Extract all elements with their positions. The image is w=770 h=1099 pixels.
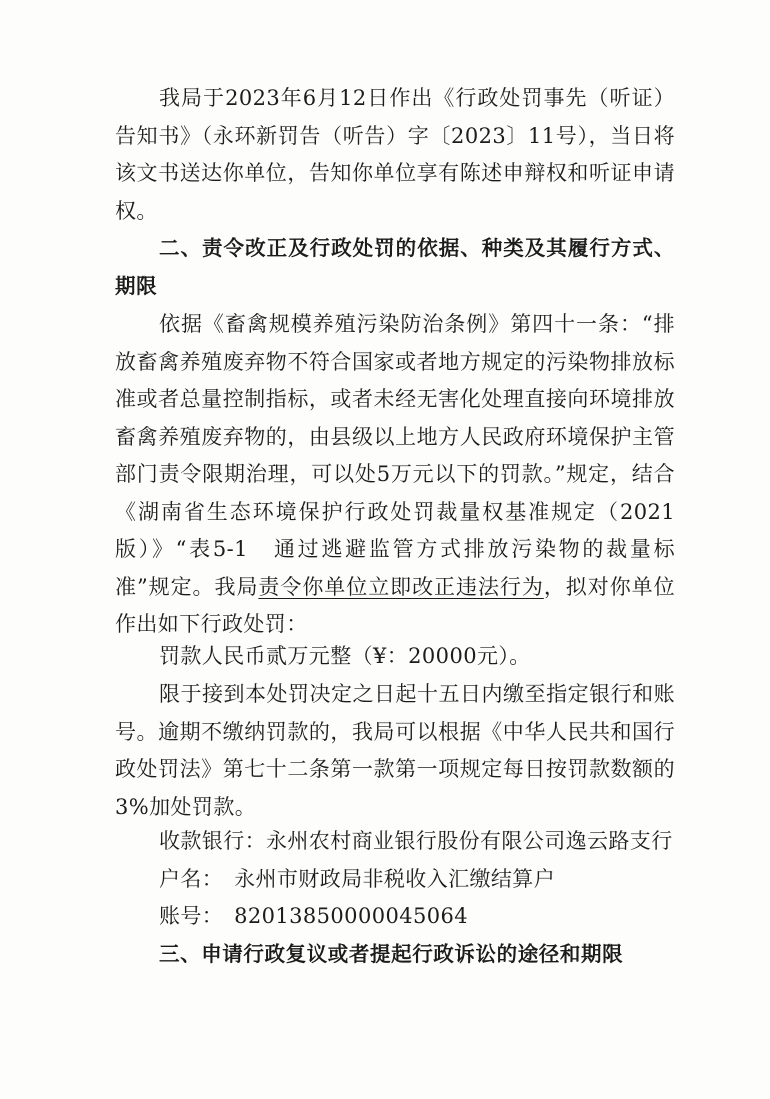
section-three-heading: 三、申请行政复议或者提起行政诉讼的途径和期限 (159, 942, 624, 966)
correction-order-underlined: 责令你单位立即改正违法行为 (258, 574, 544, 599)
basis-paragraph (115, 306, 675, 644)
payment-deadline-paragraph: 限于接到本处罚决定之日起十五日内缴至指定银行和账号。逾期不缴纳罚款的，我局可以根据《中华人民共和国行政处罚法》第七十二条第一款第一项规定每日按罚款数额的3%加处罚款。 (115, 682, 675, 819)
receiving-bank-line: 收款银行：永州农村商业银行股份有限公司逸云路支行 (159, 829, 673, 853)
account-name-line: 户名： 永州市财政局非税收入汇缴结算户 (159, 867, 556, 891)
basis-text-end: ，拟对你单位作出如下行政处罚： (115, 574, 675, 636)
notice-paragraph: 我局于2023年6月12日作出《行政处罚事先（听证）告知书》（永环新罚告（听告）字〔2023〕11号），当日将该文书送达你单位，告知你单位享有陈述申辩权和听证申请权。 (115, 86, 675, 223)
section-two-heading: 二、责令改正及行政处罚的依据、种类及其履行方式、期限 (115, 236, 675, 298)
penalty-amount-line: 罚款人民币贰万元整（¥：20000元）。 (159, 644, 531, 668)
basis-text-start: 依据《畜禽规模养殖污染防治条例》第四十一条：“排放畜禽养殖废弃物不符合国家或者地方规定的污染物排放标准或者总量控制指标，或者未经无害化处理直接向环境排放畜禽养殖废弃物的，由县级以上地方人民政府环境保护主管部门责令限期治理，可以处5万元以下的罚款。”规定，结合《湖南省生态环境保护行政处罚裁量权基准规定（2021版）》“表5-1 通过逃避监管方式排放污染物的裁量标准”规定。我局 (115, 312, 675, 599)
account-number-line: 账号： 82013850000045064 (159, 904, 469, 928)
